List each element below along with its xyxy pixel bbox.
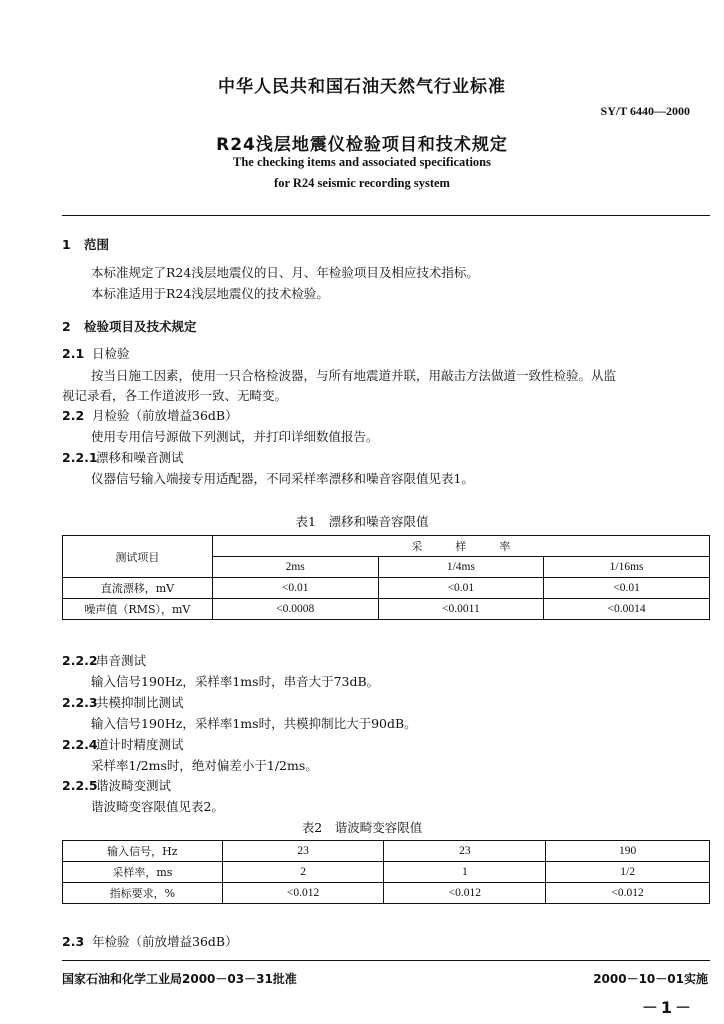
section-number: 2.2.1 <box>62 450 98 465</box>
section-2-2-4-heading <box>62 736 184 754</box>
paragraph: 视记录看，各工作道波形一致、无畸变。 <box>62 388 288 403</box>
paragraph: 本标准适用于R24浅层地震仪的技术检验。 <box>91 286 329 301</box>
section-title: 道计时精度测试 <box>96 737 184 752</box>
section-title: 年检验（前放增益36dB） <box>92 934 238 949</box>
section-2-3-heading <box>62 933 238 951</box>
section-number: 2.2.3 <box>62 695 98 710</box>
section-number: 2.2.4 <box>62 737 98 752</box>
table-header-cell: 1/4ms <box>378 557 544 578</box>
table-row <box>63 883 710 904</box>
section-title: 谐波畸变测试 <box>96 778 172 793</box>
section-2-2-3-heading <box>62 694 184 712</box>
header-rule <box>62 215 710 216</box>
section-number: 2.2.5 <box>62 778 98 793</box>
approval-date: 国家石油和化学工业局2000－03－31批准 <box>62 972 297 986</box>
table-cell: <0.0008 <box>212 599 378 620</box>
table-cell: 采样率，ms <box>63 862 223 883</box>
footer-rule <box>62 960 710 961</box>
page-number: －1－ <box>641 998 694 1017</box>
section-number: 2.1 <box>62 346 85 361</box>
table-cell: 指标要求，% <box>63 883 223 904</box>
paragraph: 输入信号190Hz，采样率1ms时，串音大于73dB。 <box>91 674 380 689</box>
section-title: 月检验（前放增益36dB） <box>92 408 238 423</box>
table-row <box>63 578 710 599</box>
table-1-caption: 表1 漂移和噪音容限值 <box>295 514 429 529</box>
section-1-heading <box>62 235 109 253</box>
section-title: 串音测试 <box>96 653 147 668</box>
paragraph: 本标准规定了R24浅层地震仪的日、月、年检验项目及相应技术指标。 <box>91 265 479 280</box>
section-title: 检验项目及技术规定 <box>84 319 197 334</box>
table-row <box>63 841 710 862</box>
table-cell: 直流漂移，mV <box>63 578 213 599</box>
section-2-heading <box>62 317 197 335</box>
effective-date: 2000－10－01实施 <box>593 972 708 986</box>
table-cell: <0.012 <box>546 883 710 904</box>
table-cell: 23 <box>384 841 546 862</box>
table-1 <box>62 535 710 620</box>
paragraph: 仪器信号输入端接专用适配器，不同采样率漂移和噪音容限值见表1。 <box>91 471 474 486</box>
table-cell: <0.0011 <box>378 599 544 620</box>
table-header-cell: 测试项目 <box>63 536 213 578</box>
paragraph: 按当日施工因素，使用一只合格检波器，与所有地震道并联，用敲击方法做道一致性检验。从监 <box>91 368 617 383</box>
section-2-1-heading <box>62 345 130 363</box>
table-cell: <0.01 <box>378 578 544 599</box>
english-title-line-1: The checking items and associated specifications <box>233 155 491 169</box>
table-row <box>63 862 710 883</box>
paragraph: 采样率1/2ms时，绝对偏差小于1/2ms。 <box>91 758 318 773</box>
table-header-cell: 2ms <box>212 557 378 578</box>
table-header-cell: 采 样 率 <box>212 536 709 557</box>
table-cell: 1/2 <box>546 862 710 883</box>
standard-category-title: 中华人民共和国石油天然气行业标准 <box>218 77 506 97</box>
section-title: 范围 <box>84 237 110 252</box>
section-2-2-heading <box>62 407 238 425</box>
section-2-2-5-heading <box>62 777 171 795</box>
table-row <box>63 599 710 620</box>
table-cell: 噪声值（RMS），mV <box>63 599 213 620</box>
section-number: 2.2 <box>62 408 85 423</box>
table-2 <box>62 840 710 904</box>
table-cell: 2 <box>222 862 384 883</box>
table-cell: <0.01 <box>544 578 710 599</box>
table-cell: 190 <box>546 841 710 862</box>
table-cell: 输入信号，Hz <box>63 841 223 862</box>
document-title: R24浅层地震仪检验项目和技术规定 <box>216 135 508 155</box>
table-cell: <0.012 <box>384 883 546 904</box>
paragraph: 使用专用信号源做下列测试，并打印详细数值报告。 <box>91 429 379 444</box>
section-number: 1 <box>62 237 71 252</box>
paragraph: 谐波畸变容限值见表2。 <box>91 799 224 814</box>
section-title: 共模抑制比测试 <box>96 695 184 710</box>
section-number: 2.2.2 <box>62 653 98 668</box>
table-cell: <0.012 <box>222 883 384 904</box>
section-number: 2.3 <box>62 934 85 949</box>
section-2-2-1-heading <box>62 449 184 467</box>
table-2-caption: 表2 谐波畸变容限值 <box>301 820 423 835</box>
table-cell: <0.01 <box>212 578 378 599</box>
section-2-2-2-heading <box>62 652 146 670</box>
table-cell: 23 <box>222 841 384 862</box>
table-cell: <0.0014 <box>544 599 710 620</box>
english-title-line-2: for R24 seismic recording system <box>274 176 450 190</box>
table-cell: 1 <box>384 862 546 883</box>
paragraph: 输入信号190Hz，采样率1ms时，共模抑制比大于90dB。 <box>91 716 417 731</box>
section-number: 2 <box>62 319 71 334</box>
table-header-cell: 1/16ms <box>544 557 710 578</box>
section-title: 日检验 <box>92 346 130 361</box>
section-title: 漂移和噪音测试 <box>96 450 184 465</box>
standard-code: SY/T 6440—2000 <box>600 104 690 118</box>
